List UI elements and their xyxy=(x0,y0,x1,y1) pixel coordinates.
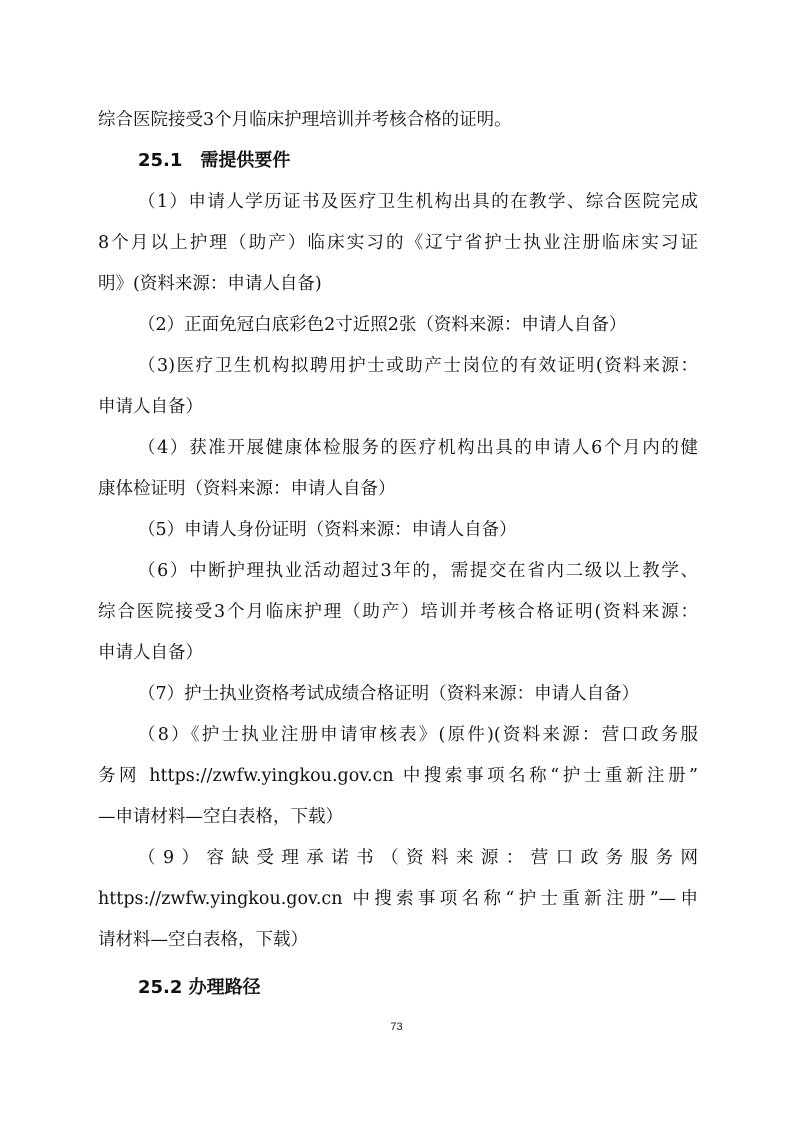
text-line: （4）获准开展健康体检服务的医疗机构出具的申请人6个月内的健 xyxy=(138,438,698,458)
text-line: 综合医院接受3个月临床护理培训并考核合格的证明。 xyxy=(98,110,512,130)
text-line: 申请人自备） xyxy=(98,397,203,417)
page-number: 73 xyxy=(390,1021,403,1033)
text-line: —申请材料—空白表格，下载） xyxy=(98,807,343,827)
text-line: （1）申请人学历证书及医疗卫生机构出具的在教学、综合医院完成 xyxy=(138,192,698,212)
text-line: https://zwfw.yingkou.gov.cn 中搜索事项名称“护士重新注册”—申 xyxy=(98,889,698,909)
text-line: （7）护士执业资格考试成绩合格证明（资料来源：申请人自备） xyxy=(138,684,640,704)
text-line: （9）容缺受理承诺书（资料来源：营口政务服务网 xyxy=(138,848,698,868)
text-line: （6）中断护理执业活动超过3年的，需提交在省内二级以上教学、 xyxy=(138,561,698,581)
section-heading-25-2: 25.2 办理路径 xyxy=(138,977,261,998)
text-line: （8）《护士执业注册申请审核表》(原件)(资料来源：营口政务服 xyxy=(138,725,698,745)
text-line: （2）正面免冠白底彩色2寸近照2张（资料来源：申请人自备） xyxy=(138,315,627,335)
text-line: 8个月以上护理（助产）临床实习的《辽宁省护士执业注册临床实习证 xyxy=(98,233,698,253)
text-line: 申请人自备） xyxy=(98,643,203,663)
text-line: （3)医疗卫生机构拟聘用护士或助产士岗位的有效证明(资料来源： xyxy=(138,356,698,376)
text-line: 务网 https://zwfw.yingkou.gov.cn 中搜索事项名称“护士重新注册” xyxy=(98,766,698,786)
text-line: 综合医院接受3个月临床护理（助产）培训并考核合格证明(资料来源： xyxy=(98,602,698,622)
text-line: （5）申请人身份证明（资料来源：申请人自备） xyxy=(138,520,517,540)
text-line: 请材料—空白表格，下载） xyxy=(98,930,308,950)
section-heading-25-1: 25.1 需提供要件 xyxy=(138,150,291,171)
text-line: 明》(资料来源：申请人自备) xyxy=(98,274,322,294)
text-line: 康体检证明（资料来源：申请人自备） xyxy=(98,479,396,499)
